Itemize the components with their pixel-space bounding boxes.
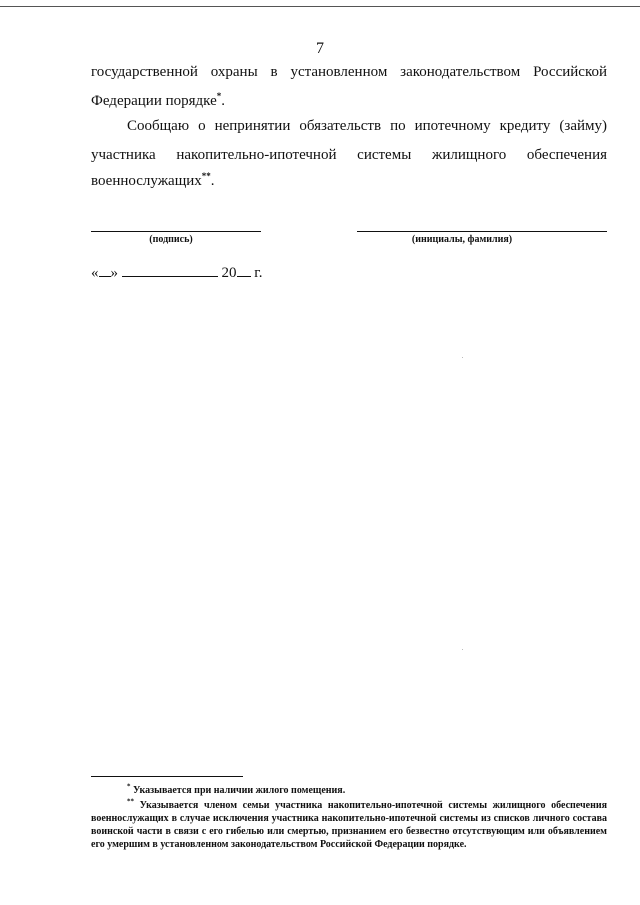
body-line-3: Сообщаю о непринятии обязательств по ипотечному кредиту (займу): [127, 118, 607, 134]
body-line-5-text: военнослужащих: [91, 173, 202, 189]
footnote-ref-2: **: [201, 171, 211, 181]
date-line: [91, 262, 262, 282]
footnote-1-mark: *: [127, 782, 131, 791]
body-line-2: [91, 92, 607, 110]
footnote-2-line-1: [127, 799, 607, 812]
scan-speck: [462, 649, 463, 650]
footnote-1: [127, 784, 607, 797]
body-line-5: [91, 172, 607, 190]
footnote-2-line-2: военнослужащих в случае исключения участника накопительно-ипотечной системы из списков личного состава: [91, 813, 607, 824]
signature-caption: (подпись): [149, 234, 193, 245]
signature-line: [91, 231, 261, 232]
footnote-2-line-4: его умершим в установленном законодательством Российской Федерации порядке.: [91, 839, 467, 850]
footnote-2-mark: **: [127, 797, 134, 806]
day-blank: [99, 262, 111, 277]
body-line-2-end: .: [221, 93, 225, 109]
top-border-line: [0, 6, 640, 7]
footnote-separator: [91, 776, 243, 777]
date-open-quote: «: [91, 265, 99, 281]
body-line-2-text: Федерации порядке: [91, 93, 217, 109]
footnote-1-text: Указывается при наличии жилого помещения.: [133, 785, 346, 796]
body-line-5-end: .: [210, 173, 215, 189]
footnote-ref-1: *: [216, 91, 222, 101]
year-blank: [237, 262, 251, 277]
month-blank: [122, 262, 218, 277]
body-line-4: участника накопительно-ипотечной системы жилищного обеспечения: [91, 147, 607, 163]
name-line: [357, 231, 607, 232]
page-number: 7: [316, 40, 324, 57]
date-close-quote: »: [110, 265, 118, 281]
year-prefix: 20: [221, 265, 237, 281]
body-line-1: государственной охраны в установленном законодательством Российской: [91, 64, 607, 80]
name-caption: (инициалы, фамилия): [411, 234, 513, 245]
scan-speck: [462, 357, 463, 358]
footnote-2-line-1-text: Указывается членом семьи участника накопительно-ипотечной системы жилищного обеспечения: [139, 800, 608, 811]
footnote-2-line-3: воинской части в связи с его гибелью или смертью, признанием его безвестно отсутствующим или объявлением: [91, 826, 607, 837]
year-suffix: г.: [254, 265, 263, 281]
